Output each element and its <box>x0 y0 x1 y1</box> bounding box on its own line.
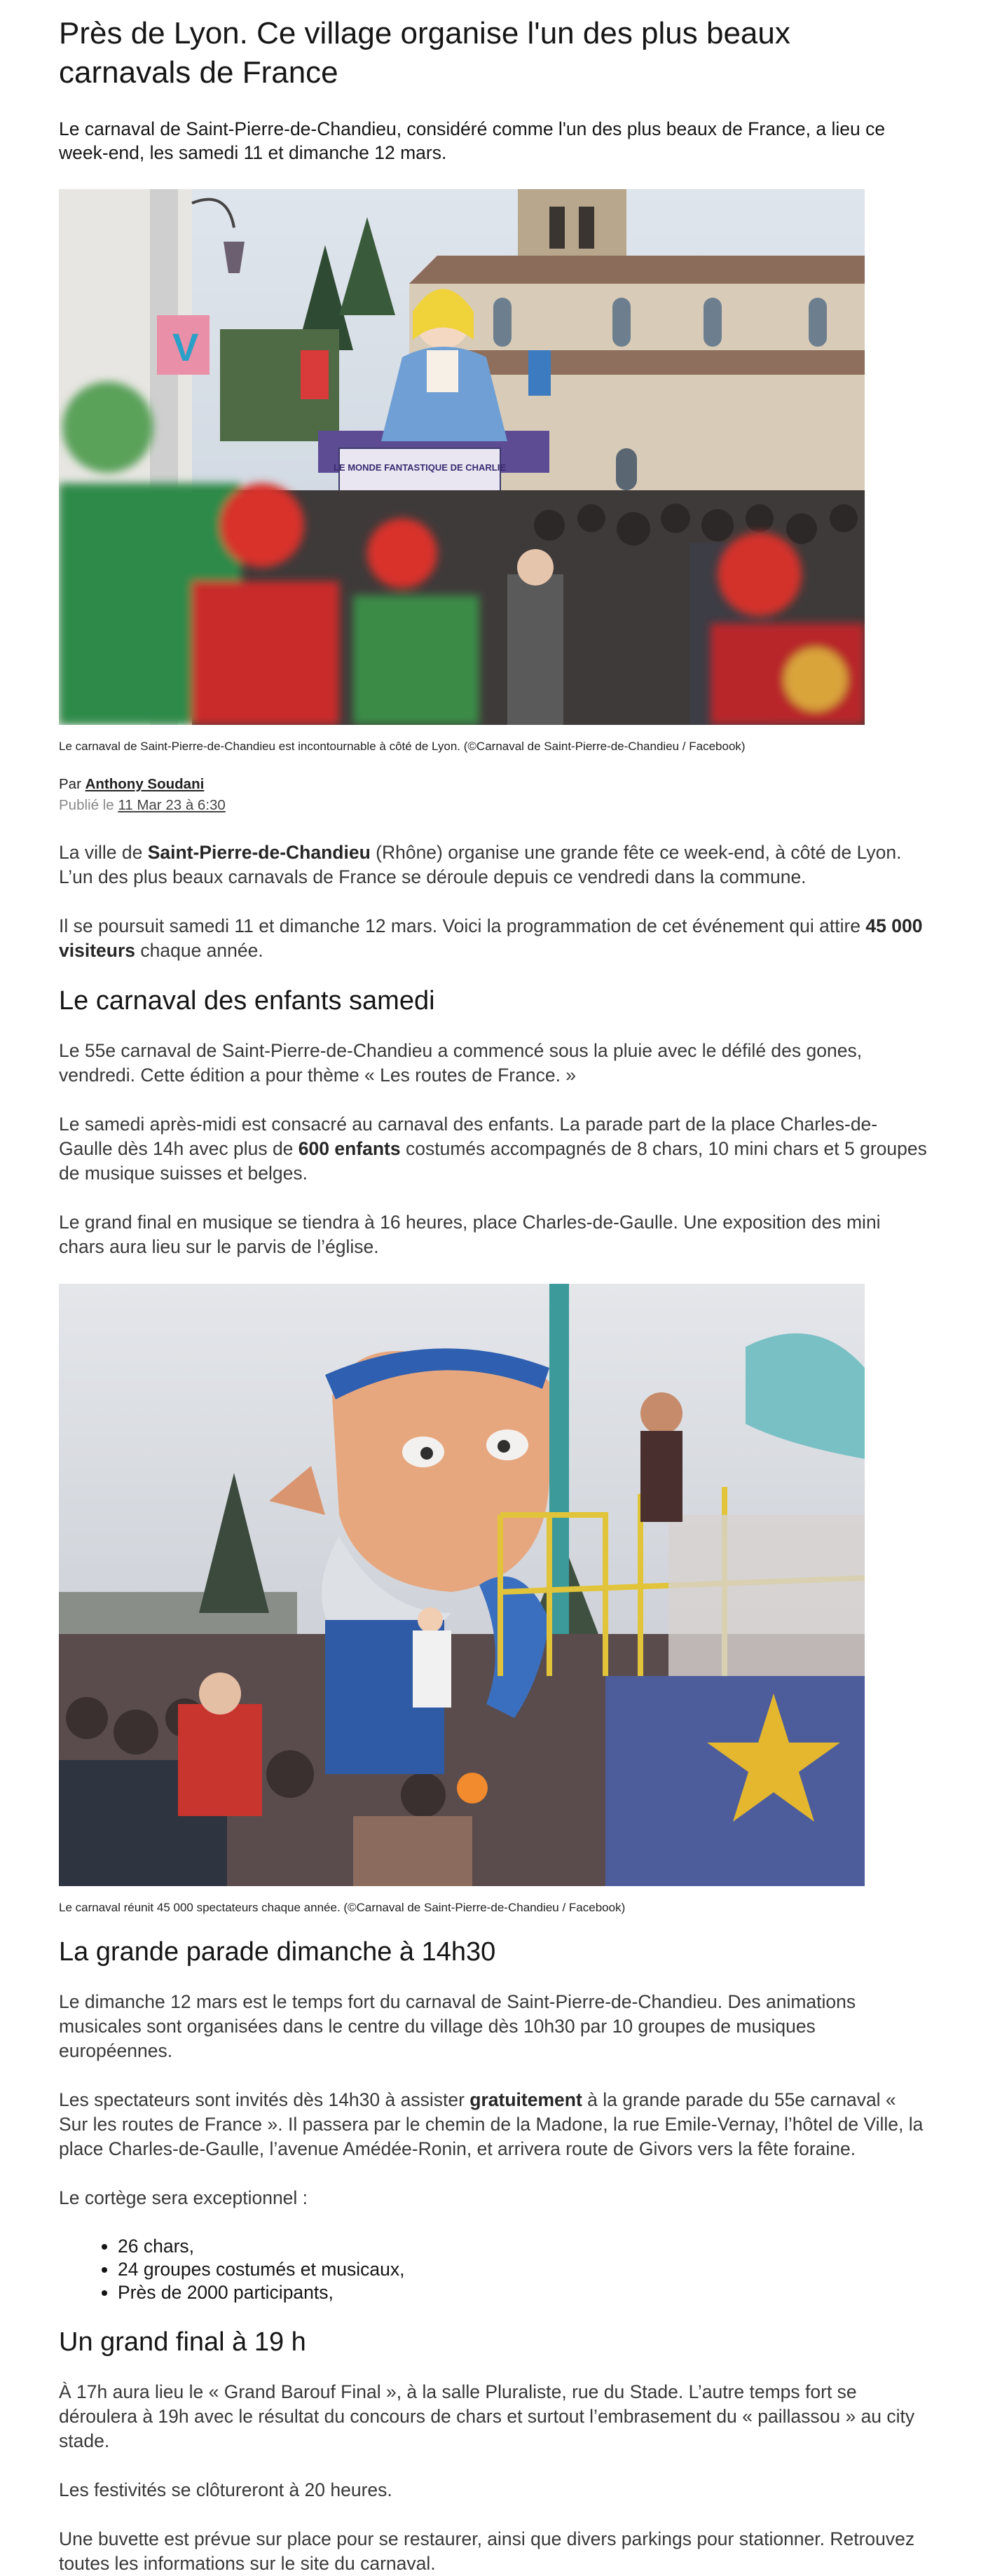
paragraph: Les festivités se clôtureront à 20 heures. <box>59 2479 392 2500</box>
paragraph: Le dimanche 12 mars est le temps fort du carnaval de Saint-Pierre-de-Chandieu. Des animations musicales sont organisées dans le centre du village dès 10h30 par 10 groupes de musiques européennes. <box>59 1991 856 2061</box>
paragraph <box>59 2088 928 2161</box>
carnival-float-illustration <box>59 1284 865 1886</box>
float-banner-text: LE MONDE FANTASTIQUE DE CHARLIE <box>333 462 507 473</box>
author-prefix: Par <box>59 776 81 792</box>
section-heading: La grande parade dimanche à 14h30 <box>59 1937 496 1967</box>
byline <box>59 774 928 816</box>
list-item: • 24 groupes costumés et musicaux, <box>118 2258 928 2281</box>
text: (Rhône) organise une grande fête ce week-end, à côté de Lyon. L’un des plus beaux carnavals de France se déroule depuis ce vendredi dans la commune. <box>59 842 902 887</box>
paragraph: À 17h aura lieu le « Grand Barouf Final », à la salle Pluraliste, rue du Stade. L’autre temps fort se déroulera à 19h avec le résultat du concours de chars et surtout l’embrasement du « paillassou » au city stade. <box>59 2381 915 2451</box>
author-link[interactable]: Anthony Soudani <box>85 776 205 792</box>
paragraph <box>59 914 928 963</box>
photo-1-caption: Le carnaval de Saint-Pierre-de-Chandieu est incontournable à côté de Lyon. (©Carnaval de Saint-Pierre-de-Chandieu / Facebook) <box>59 740 746 753</box>
text: chaque année. <box>135 940 263 961</box>
list-item: • Près de 2000 participants, <box>118 2281 928 2304</box>
published-prefix: Publié le <box>59 797 114 813</box>
paragraph <box>59 840 928 889</box>
paragraph: Le cortège sera exceptionnel : <box>59 2187 308 2208</box>
text: à la grande parade du 55e carnaval « Sur les routes de France ». Il passera par le chemin de la Madone, la rue Emile-Vernay, l’hôtel de Ville, la place Charles-de-Gaulle, l’avenue Amédée-Ronin, et arrivera route de Givors vers la fête foraine. <box>59 2089 924 2159</box>
carnival-photo-2[interactable] <box>59 1284 865 1886</box>
article-title: Près de Lyon. Ce village organise l'un des plus beaux carnavals de France <box>59 16 790 90</box>
bold-text: 45 000 visiteurs <box>59 915 923 961</box>
text: Les spectateurs sont invités dès 14h30 à assister <box>59 2089 470 2110</box>
paragraph <box>59 1112 928 1186</box>
paragraph: Le grand final en musique se tiendra à 16 heures, place Charles-de-Gaulle. Une exposition des mini chars aura lieu sur le parvis de l’église. <box>59 1212 881 1257</box>
bullet-list <box>59 2235 928 2304</box>
text: La ville de <box>59 842 148 863</box>
bold-text: gratuitement <box>469 2089 582 2110</box>
photo-2-caption: Le carnaval réunit 45 000 spectateurs chaque année. (©Carnaval de Saint-Pierre-de-Chandieu / Facebook) <box>59 1901 626 1914</box>
author-line <box>59 774 928 795</box>
article <box>59 0 928 2576</box>
paragraph: Le 55e carnaval de Saint-Pierre-de-Chandieu a commencé sous la pluie avec le défilé des gones, vendredi. Cette édition a pour thème « Les routes de France. » <box>59 1040 863 1086</box>
sign-letter: V <box>172 325 199 369</box>
bold-text: Saint-Pierre-de-Chandieu <box>147 842 371 863</box>
text: Il se poursuit samedi 11 et dimanche 12 mars. Voici la programmation de cet événement qui attire <box>59 915 866 936</box>
carnival-photo-1[interactable] <box>59 189 865 725</box>
article-lead: Le carnaval de Saint-Pierre-de-Chandieu, considéré comme l'un des plus beaux de France, a lieu ce week-end, les samedi 11 et dimanche 12 mars. <box>59 118 886 163</box>
section-heading: Un grand final à 19 h <box>59 2327 306 2357</box>
section-heading: Le carnaval des enfants samedi <box>59 986 435 1016</box>
text: costumés accompagnés de 8 chars, 10 mini chars et 5 groupes de musique suisses et belges. <box>59 1138 927 1184</box>
carnival-float-illustration <box>59 189 865 725</box>
text: Le samedi après-midi est consacré au carnaval des enfants. La parade part de la place Charles-de-Gaulle dès 14h avec plus de <box>59 1114 878 1159</box>
published-line <box>59 795 928 816</box>
paragraph: Une buvette est prévue sur place pour se restaurer, ainsi que divers parkings pour stationner. Retrouvez toutes les informations sur le site du carnaval. <box>59 2528 915 2574</box>
bold-text: 600 enfants <box>298 1138 401 1159</box>
list-item: • 26 chars, <box>118 2235 928 2258</box>
published-date: 11 Mar 23 à 6:30 <box>118 797 226 813</box>
